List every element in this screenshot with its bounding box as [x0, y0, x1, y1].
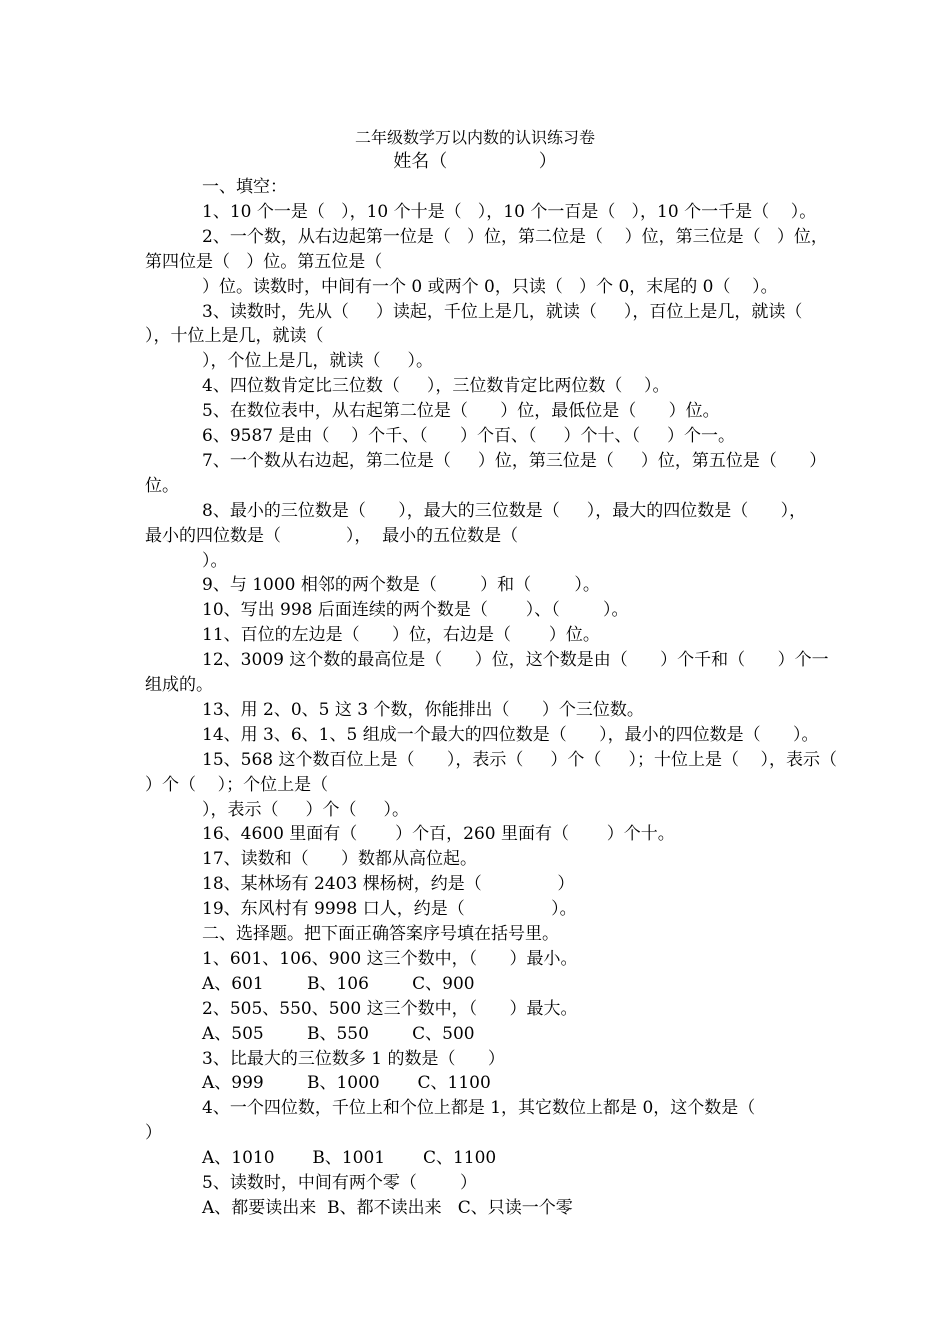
worksheet-line: 17、读数和（ ）数都从高位起。	[202, 849, 478, 870]
worksheet-line: 最小的四位数是（ ）， 最小的五位数是（	[145, 525, 519, 546]
worksheet-line: ）。	[202, 550, 228, 571]
worksheet-line: 3、读数时，先从（ ）读起，千位上是几，就读（ ），百位上是几，就读（	[202, 301, 803, 322]
worksheet-line: 组成的。	[145, 675, 213, 695]
worksheet-line: 3、比最大的三位数多 1 的数是（ ）	[202, 1048, 505, 1069]
worksheet-line: 1、10 个一是（ ），10 个十是（ ），10 个一百是（ ），10 个一千是（ ）。	[202, 201, 817, 222]
worksheet-line: 10、写出 998 后面连续的两个数是（ ）、（ ）。	[202, 600, 629, 621]
worksheet-line: 1、601、106、900 这三个数中，（ ）最小。	[202, 948, 578, 969]
worksheet-line: 13、用 2、0、5 这 3 个数，你能排出（ ）个三位数。	[202, 699, 644, 720]
worksheet-line: 2、505、550、500 这三个数中，（ ）最大。	[202, 998, 578, 1019]
worksheet-line: ），个位上是几，就读（ ）。	[202, 351, 434, 372]
worksheet-line: ）	[145, 1123, 162, 1144]
worksheet-line: A、999 B、1000 C、1100	[202, 1073, 491, 1094]
worksheet-line: 14、用 3、6、1、5 组成一个最大的四位数是（ ），最小的四位数是（ ）。	[202, 724, 819, 745]
worksheet-line: A、505 B、550 C、500	[202, 1023, 475, 1044]
worksheet-line: 一、填空：	[202, 177, 287, 197]
worksheet-line: 11、百位的左边是（ ）位，右边是（ ）位。	[202, 625, 600, 646]
worksheet-line: A、1010 B、1001 C、1100	[202, 1148, 497, 1169]
worksheet-line: ）位。读数时，中间有一个 0 或两个 0，只读（ ）个 0，末尾的 0（ ）。	[202, 276, 778, 297]
worksheet-line: 5、在数位表中，从右起第二位是（ ）位，最低位是（ ）位。	[202, 401, 720, 422]
worksheet-line: 8、最小的三位数是（ ），最大的三位数是（ ），最大的四位数是（ ），	[202, 500, 807, 521]
worksheet-line: A、都要读出来 B、都不读出来 C、只读一个零	[202, 1197, 573, 1218]
worksheet-line: 16、4600 里面有（ ）个百，260 里面有（ ）个十。	[202, 824, 675, 845]
worksheet-line: ）个（ ）；个位上是（	[145, 774, 329, 795]
worksheet-line: 位。	[145, 475, 179, 496]
worksheet-line: 15、568 这个数百位上是（ ），表示（ ）个（ ）；十位上是（ ），表示（	[202, 749, 838, 770]
worksheet-line: ），表示（ ）个（ ）。	[202, 799, 410, 820]
worksheet-line: 19、东风村有 9998 口人，约是（ ）。	[202, 899, 577, 920]
name-line: 姓名（ ）	[393, 151, 557, 172]
worksheet-line: 12、3009 这个数的最高位是（ ）位，这个数是由（ ）个千和（ ）个一	[202, 650, 829, 671]
worksheet-line: 4、一个四位数，千位上和个位上都是 1，其它数位上都是 0，这个数是（	[202, 1098, 756, 1119]
worksheet-line: ），十位上是几，就读（	[145, 326, 324, 347]
worksheet-line: 5、读数时，中间有两个零（ ）	[202, 1173, 478, 1193]
worksheet-line: 6、9587 是由（ ）个千、（ ）个百、（ ）个十、（ ）个一。	[202, 426, 736, 446]
worksheet-line: 9、与 1000 相邻的两个数是（ ）和（ ）。	[202, 575, 600, 596]
worksheet-line: 18、某林场有 2403 棵杨树，约是（ ）	[202, 874, 575, 895]
worksheet-line: 4、四位数肯定比三位数（ ），三位数肯定比两位数（ ）。	[202, 376, 670, 397]
worksheet-title: 二年级数学万以内数的认识练习卷	[354, 128, 595, 147]
worksheet-line: A、601 B、106 C、900	[202, 973, 475, 994]
worksheet-line: 2、一个数，从右边起第一位是（ ）位，第二位是（ ）位，第三位是（ ）位，	[202, 226, 828, 247]
worksheet-line: 第四位是（ ）位。第五位是（	[145, 251, 383, 272]
worksheet-line: 7、一个数从右边起，第二位是（ ）位，第三位是（ ）位，第五位是（ ）	[202, 450, 827, 471]
worksheet-line: 二、选择题。把下面正确答案序号填在括号里。	[202, 924, 559, 944]
